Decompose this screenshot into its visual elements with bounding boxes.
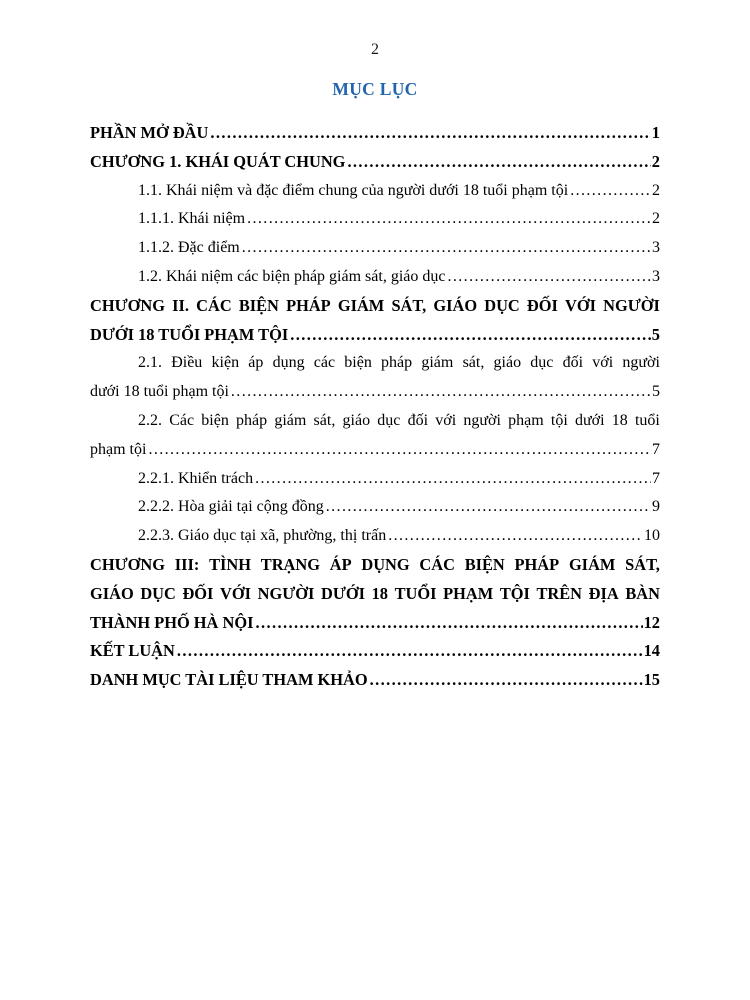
toc-entry-text: 1.2. Khái niệm các biện pháp giám sát, giáo dục [138,267,446,285]
dot-leader [242,234,651,263]
word: CÁC [419,554,455,574]
toc-page-ref: 3 [652,267,660,285]
toc-page-ref: 14 [643,641,660,661]
toc-entry [90,263,660,292]
toc-entry-line [90,148,660,177]
toc-entry-line [90,580,660,609]
toc-list [90,119,660,695]
toc-page-ref: 7 [652,440,660,458]
word: với [435,411,457,429]
word: CHƯƠNG [90,295,165,315]
word: giám [421,354,454,372]
toc-page-ref: 12 [643,612,660,632]
word: BÀN [625,583,660,603]
word: 18 [371,583,388,603]
dot-leader [370,666,643,695]
dot-leader [148,436,651,465]
word: giáo [493,354,522,372]
dot-leader [231,378,651,407]
word: 2.2. [138,411,162,429]
dot-leader [326,493,651,522]
toc-entry-line [90,493,660,522]
toc-entry-line [90,465,660,494]
toc-page-ref: 1 [651,123,660,142]
toc-entry-line [90,177,660,206]
word: DƯỚI [320,583,365,603]
word: CHƯƠNG [90,554,165,574]
toc-entry-line [90,637,660,666]
word: GIÁM [568,554,616,574]
toc-entry-line [90,349,660,378]
toc-entry-text: DƯỚI 18 TUỔI PHẠM TỘI [90,324,289,344]
word: giám [274,411,307,429]
word: người [463,411,501,429]
word: ĐỐI [526,295,558,315]
word: NGƯỜI [257,583,315,603]
dot-leader [447,263,651,292]
word: TRÊN [536,583,583,603]
toc-entry-line [90,551,660,580]
toc-entry-text: KẾT LUẬN [90,641,175,661]
dot-leader [347,148,650,177]
word: các [313,354,336,372]
toc-entry-text: 2.2.3. Giáo dục tại xã, phường, thị trấn [138,527,387,545]
word: BIỆN [238,295,279,315]
word: dục [530,354,554,372]
word: 2.1. [138,354,162,372]
dot-leader [570,177,651,206]
toc-entry [90,465,660,494]
toc-entry-text: dưới 18 tuổi phạm tội [90,383,229,401]
toc-entry-text: CHƯƠNG 1. KHÁI QUÁT CHUNG [90,151,346,171]
toc-entry-line [90,119,660,148]
word: kiện [211,354,240,372]
word: 18 [611,411,628,429]
toc-page-ref: 15 [643,670,660,690]
word: áp [248,354,264,372]
toc-entry [90,407,660,465]
toc-page-ref: 2 [652,181,660,199]
word: DỤC [140,583,176,603]
word: GIÁM [337,295,385,315]
toc-entry [90,177,660,206]
toc-entry-line [90,436,660,465]
word: dục [377,411,401,429]
toc-entry [90,292,660,350]
toc-entry-line [90,292,660,321]
word: PHÁP [286,295,331,315]
dot-leader [388,522,643,551]
toc-entry [90,119,660,148]
word: biện [201,411,229,429]
dot-leader [210,119,650,148]
word: ÁP [329,554,352,574]
toc-page-ref: 10 [644,527,660,545]
word: DỤC [484,295,520,315]
word: VỚI [565,295,596,315]
toc-entry [90,551,660,637]
toc-entry-line [90,234,660,263]
word: SÁT, [625,554,660,574]
dot-leader [255,465,651,494]
word: người [622,354,660,372]
word: DỤNG [361,554,410,574]
word: sát, [462,354,485,372]
dot-leader [290,321,651,350]
toc-entry-text: 2.2.1. Khiển trách [138,469,254,487]
toc-entry-line [90,666,660,695]
toc-entry-text: PHẦN MỞ ĐẦU [90,123,209,142]
word: SÁT, [391,295,427,315]
word: VỚI [220,583,251,603]
word: TRẠNG [260,554,320,574]
word: Điều [171,354,203,372]
toc-entry-line [90,205,660,234]
word: dưới [574,411,605,429]
toc-entry [90,666,660,695]
toc-entry [90,493,660,522]
word: ĐỐI [182,583,214,603]
toc-entry [90,349,660,407]
dot-leader [177,637,643,666]
word: phạm [508,411,544,429]
toc-entry-text: 2.2.2. Hòa giải tại cộng đồng [138,498,324,516]
toc-entry-text: 1.1.1. Khái niệm [138,210,246,228]
toc-entry-text: 1.1.2. Đặc điểm [138,239,240,257]
word: BIỆN [464,554,505,574]
word: PHÁP [514,554,560,574]
toc-page-ref: 7 [652,469,660,487]
word: pháp [236,411,268,429]
toc-entry [90,205,660,234]
word: với [592,354,614,372]
word: NGƯỜI [603,295,660,315]
dot-leader [255,609,642,638]
toc-page-ref: 9 [652,498,660,516]
word: GIÁO [433,295,478,315]
word: CÁC [196,295,232,315]
toc-entry [90,234,660,263]
toc-entry-text: 1.1. Khái niệm và đặc điểm chung của người dưới 18 tuổi phạm tội [138,181,569,199]
toc-entry [90,522,660,551]
toc-entry-line [90,609,660,638]
page-number-header: 2 [371,41,379,58]
word: GIÁO [90,583,134,603]
toc-entry-line [90,321,660,350]
word: TÌNH [209,554,252,574]
toc-entry-line [90,263,660,292]
word: III: [174,554,200,574]
dot-leader [247,205,651,234]
toc-entry-text: phạm tội [90,440,147,458]
toc-title: MỤC LỤC [332,79,418,99]
toc-entry-line [90,522,660,551]
word: TUỔI [394,583,437,603]
toc-page-ref: 2 [652,210,660,228]
word: ĐỊA [588,583,619,603]
word: dụng [272,354,305,372]
toc-entry-line [90,407,660,436]
word: tội [550,411,568,429]
toc-page-ref: 5 [652,383,660,401]
toc-page-ref: 5 [651,324,660,344]
word: đối [407,411,429,429]
toc-entry-text: THÀNH PHỐ HÀ NỘI [90,612,254,632]
word: Các [169,411,195,429]
word: tuổi [634,411,660,429]
toc-page-ref: 2 [651,151,660,171]
word: biện [344,354,372,372]
toc-entry-text: DANH MỤC TÀI LIỆU THAM KHẢO [90,670,368,690]
word: PHẠM [443,583,494,603]
word: TỘI [499,583,530,603]
toc-entry [90,637,660,666]
toc-entry-line [90,378,660,407]
word: II. [172,295,189,315]
toc-entry [90,148,660,177]
toc-page-ref: 3 [652,239,660,257]
word: pháp [381,354,413,372]
word: giáo [342,411,371,429]
word: sát, [313,411,336,429]
word: đối [562,354,584,372]
